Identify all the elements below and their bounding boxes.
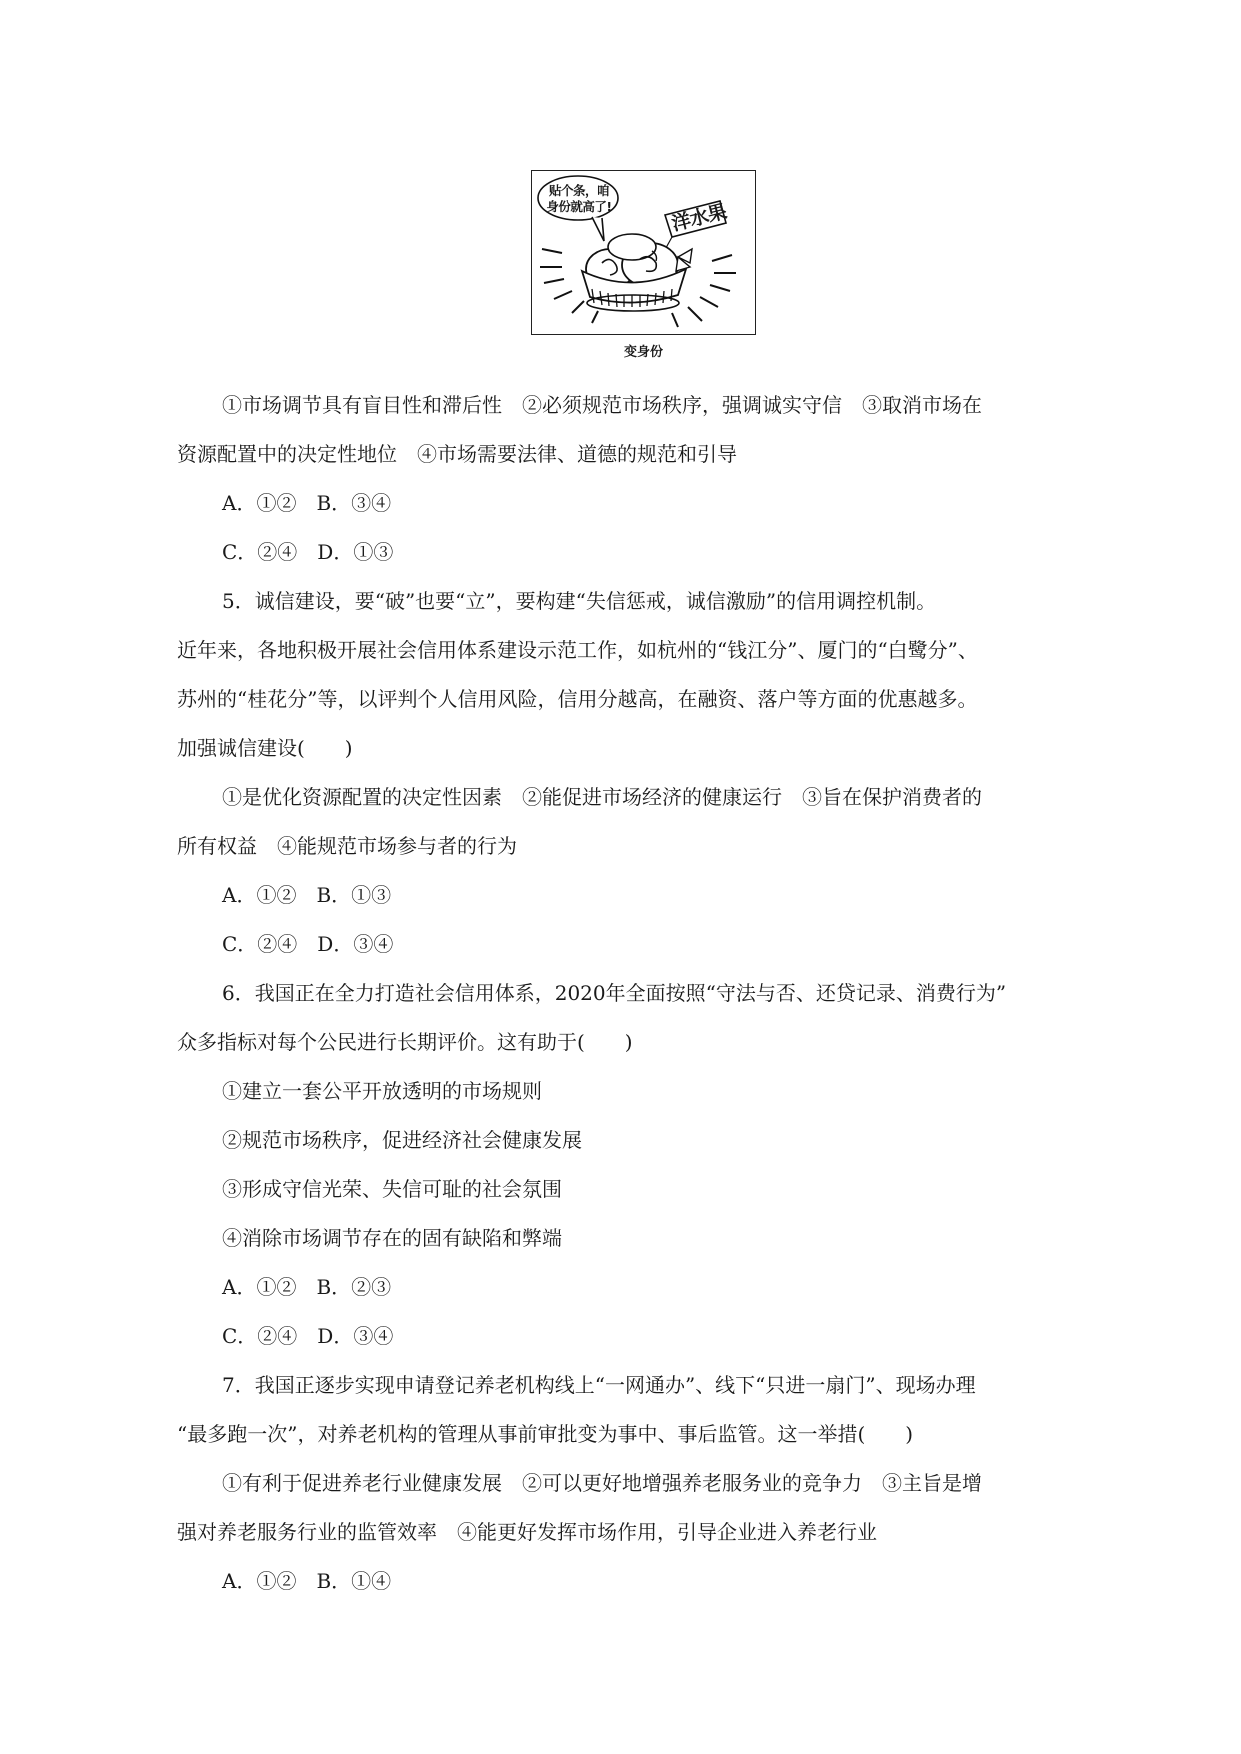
answer-option-line: C．②④ D．①③ bbox=[222, 540, 394, 564]
question-6-line: 众多指标对每个公民进行长期评价。这有助于( ) bbox=[177, 1030, 633, 1054]
fruit-label-text: 洋水果 bbox=[669, 200, 729, 236]
paragraph-line: 强对养老服务行业的监管效率 ④能更好发挥市场作用，引导企业进入养老行业 bbox=[177, 1520, 877, 1544]
answer-option-line: C．②④ D．③④ bbox=[222, 932, 394, 956]
answer-option-line: A．①② B．②③ bbox=[222, 1275, 392, 1299]
statement-line: ③形成守信光荣、失信可耻的社会氛围 bbox=[222, 1177, 562, 1201]
paragraph-line: ①是优化资源配置的决定性因素 ②能促进市场经济的健康运行 ③旨在保护消费者的 bbox=[222, 785, 982, 809]
question-5-line: 苏州的“桂花分”等，以评判个人信用风险，信用分越高，在融资、落户等方面的优惠越多。 bbox=[177, 687, 978, 711]
speech-bubble-text: 贴个条，咱身份就高了! bbox=[546, 183, 612, 214]
cartoon-caption: 变身份 bbox=[623, 345, 663, 360]
answer-option-line: A．①② B．①③ bbox=[222, 883, 392, 907]
paragraph-line: 所有权益 ④能规范市场参与者的行为 bbox=[177, 834, 517, 858]
question-7-line: “最多跑一次”，对养老机构的管理从事前审批变为事中、事后监管。这一举措( ) bbox=[177, 1422, 914, 1446]
cartoon-illustration bbox=[531, 170, 756, 335]
answer-option-line: A．①② B．①④ bbox=[222, 1569, 392, 1593]
answer-option-line: C．②④ D．③④ bbox=[222, 1324, 394, 1348]
statement-line: ④消除市场调节存在的固有缺陷和弊端 bbox=[222, 1226, 562, 1250]
answer-option-line: A．①② B．③④ bbox=[222, 491, 392, 515]
paragraph-line: ①市场调节具有盲目性和滞后性 ②必须规范市场秩序，强调诚实守信 ③取消市场在 bbox=[222, 393, 982, 417]
statement-line: ②规范市场秩序，促进经济社会健康发展 bbox=[222, 1128, 582, 1152]
paragraph-line: ①有利于促进养老行业健康发展 ②可以更好地增强养老服务业的竞争力 ③主旨是增 bbox=[222, 1471, 982, 1495]
question-7-line: 7．我国正逐步实现申请登记养老机构线上“一网通办”、线下“只进一扇门”、现场办理 bbox=[222, 1373, 976, 1397]
statement-line: ①建立一套公平开放透明的市场规则 bbox=[222, 1079, 542, 1103]
question-5-line: 加强诚信建设( ) bbox=[177, 736, 353, 760]
question-5-line: 5．诚信建设，要“破”也要“立”，要构建“失信惩戒，诚信激励”的信用调控机制。 bbox=[222, 589, 937, 613]
question-5-line: 近年来，各地积极开展社会信用体系建设示范工作，如杭州的“钱江分”、厦门的“白鹭分”、 bbox=[177, 638, 978, 662]
question-6-line: 6．我国正在全力打造社会信用体系，2020年全面按照“守法与否、还贷记录、消费行为” bbox=[222, 981, 1007, 1005]
paragraph-line: 资源配置中的决定性地位 ④市场需要法律、道德的规范和引导 bbox=[177, 442, 737, 466]
